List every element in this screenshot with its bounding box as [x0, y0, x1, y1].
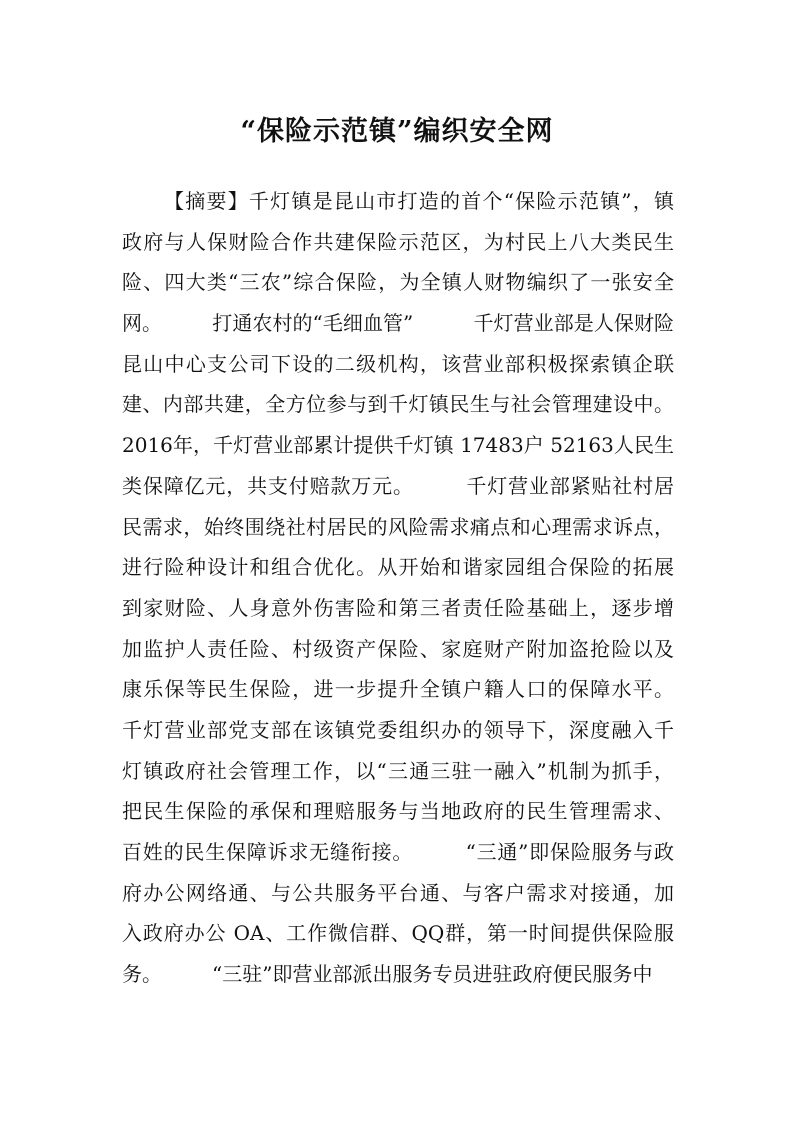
paragraph-line: 政府与人保财险合作共建保险示范区，为村民上八大类民生 [122, 229, 674, 254]
paragraph-line: 类保障亿元，共支付赔款万元。 千灯营业部紧贴社村居 [122, 473, 674, 498]
paragraph-line: 建、内部共建，全方位参与到千灯镇民生与社会管理建设中。 [122, 392, 674, 417]
paragraph-line: 险、四大类“三农”综合保险，为全镇人财物编织了一张安全 [122, 270, 674, 295]
paragraph-line: 灯镇政府社会管理工作，以“三通三驻一融入”机制为抓手， [122, 758, 674, 783]
paragraph-line: 到家财险、人身意外伤害险和第三者责任险基础上，逐步增 [122, 595, 674, 620]
paragraph-line: 加监护人责任险、村级资产保险、家庭财产附加盗抢险以及 [122, 636, 674, 661]
paragraph-line: 昆山中心支公司下设的二级机构，该营业部积极探索镇企联 [122, 351, 674, 376]
document-title: “保险示范镇”编织安全网 [240, 116, 554, 148]
paragraph-line: 务。 “三驻”即营业部派出服务专员进驻政府便民服务中 [122, 962, 653, 987]
paragraph-line: 府办公网络通、与公共服务平台通、与客户需求对接通，加 [122, 880, 674, 905]
paragraph-line: 千灯营业部党支部在该镇党委组织办的领导下，深度融入千 [122, 717, 674, 742]
document-body [122, 181, 674, 995]
paragraph-line: 民需求，始终围绕社村居民的风险需求痛点和心理需求诉点， [122, 514, 674, 539]
paragraph-line: 百姓的民生保障诉求无缝衔接。 “三通”即保险服务与政 [122, 840, 674, 864]
paragraph-line: 把民生保险的承保和理赔服务与当地政府的民生管理需求、 [122, 799, 674, 824]
paragraph-line: 进行险种设计和组合优化。从开始和谐家园组合保险的拓展 [122, 555, 674, 580]
paragraph-line: 康乐保等民生保险，进一步提升全镇户籍人口的保障水平。 [122, 677, 674, 702]
paragraph-line: 2016年，千灯营业部累计提供千灯镇 17483户 52163人民生 [122, 433, 674, 458]
paragraph-line: 【摘要】千灯镇是昆山市打造的首个“保险示范镇”，镇 [164, 189, 674, 213]
paragraph-line: 网。 打通农村的“毛细血管” 千灯营业部是人保财险 [122, 311, 674, 336]
paragraph-line: 入政府办公 OA、工作微信群、QQ群，第一时间提供保险服 [122, 921, 674, 946]
